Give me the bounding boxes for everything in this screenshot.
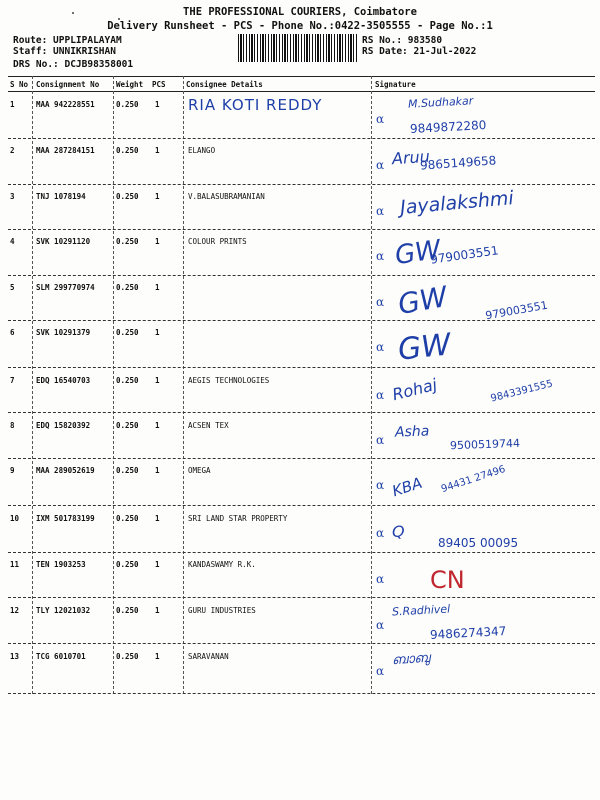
row-separator [8,693,595,694]
row-weight: 0.250 [116,237,139,246]
col-header-consignment: Consignment No [36,80,100,89]
row-consignment-no: MAA 942228551 [36,100,95,109]
column-divider [371,76,372,694]
row-sno: 3 [10,192,15,201]
row-consignment-no: IXM 501783199 [36,514,95,523]
col-header-consignee: Consignee Details [186,80,263,89]
drs-number: DRS No.: DCJB98358001 [13,59,134,70]
row-consignee: COLOUR PRINTS [188,237,247,246]
alpha-mark: α [376,295,385,309]
row-signature: ബാബു [391,650,431,669]
row-pcs: 1 [155,421,160,430]
row-weight: 0.250 [116,283,139,292]
row-sno: 9 [10,466,15,475]
route-label: Route: UPPLIPALAYAM [13,35,122,46]
row-phone: 9500519744 [449,436,521,453]
alpha-mark: α [376,664,385,678]
row-consignment-no: TLY 12021032 [36,606,91,615]
row-pcs: 1 [155,328,160,337]
row-separator [8,367,595,368]
row-separator [8,138,595,139]
column-divider [183,76,184,694]
row-weight: 0.250 [116,328,139,337]
row-consignee: ELANGO [188,146,216,155]
row-phone: 89405 00095 [438,536,519,550]
row-signature: Aruu [391,146,431,169]
col-header-sno: S No [10,80,29,89]
row-signature: GW [395,279,450,322]
row-separator [8,505,595,506]
column-divider [113,76,114,694]
row-consignee: V.BALASUBRAMANIAN [188,192,265,201]
row-pcs: 1 [155,237,160,246]
alpha-mark: α [376,526,385,540]
row-weight: 0.250 [116,560,139,569]
row-signature: CN [430,566,465,594]
row-sno: 8 [10,421,15,430]
row-consignee: ACSEN TEX [188,421,229,430]
staff-label: Staff: UNNIKRISHAN [13,46,116,57]
row-separator [8,597,595,598]
alpha-mark: α [376,158,385,172]
row-consignee: RIA KOTI REDDY [188,96,323,114]
row-phone: 9843391555 [489,378,555,405]
row-weight: 0.250 [116,146,139,155]
row-sno: 12 [10,606,20,615]
alpha-mark: α [376,478,385,492]
row-consignment-no: MAA 289052619 [36,466,95,475]
row-pcs: 1 [155,192,160,201]
row-signature: S.Radhivel [391,602,451,619]
scan-speck [118,18,120,20]
company-title: THE PROFESSIONAL COURIERS, Coimbatore [183,6,417,18]
row-pcs: 1 [155,466,160,475]
row-sno: 2 [10,146,15,155]
scan-speck [72,12,74,14]
row-consignment-no: MAA 287284151 [36,146,95,155]
row-pcs: 1 [155,514,160,523]
row-pcs: 1 [155,283,160,292]
row-sno: 7 [10,376,15,385]
col-header-pcs: PCS [152,80,166,89]
alpha-mark: α [376,204,385,218]
row-pcs: 1 [155,100,160,109]
row-pcs: 1 [155,606,160,615]
row-pcs: 1 [155,146,160,155]
table-header-rule [8,91,595,92]
col-header-weight: Weight [116,80,144,89]
row-consignee: KANDASWAMY R.K. [188,560,256,569]
row-consignment-no: TNJ 1078194 [36,192,86,201]
row-separator [8,458,595,459]
alpha-mark: α [376,572,385,586]
row-consignment-no: EDQ 16540703 [36,376,91,385]
rs-number: RS No.: 983580 [362,35,443,46]
row-pcs: 1 [155,376,160,385]
row-consignment-no: TCG 6010701 [36,652,86,661]
row-phone: 979003551 [484,298,549,323]
alpha-mark: α [376,388,385,402]
alpha-mark: α [376,433,385,447]
row-consignment-no: TEN 1903253 [36,560,86,569]
table-top-rule [8,76,595,77]
row-consignee: SRI LAND STAR PROPERTY [188,514,288,523]
row-signature: Jayalakshmi [399,187,515,219]
row-separator [8,320,595,321]
row-separator [8,184,595,185]
row-sno: 5 [10,283,15,292]
row-phone: 9849872280 [409,118,487,136]
row-signature: KBA [389,473,425,501]
row-separator [8,412,595,413]
row-consignee: AEGIS TECHNOLOGIES [188,376,270,385]
alpha-mark: α [376,618,385,632]
col-header-signature: Signature [375,80,416,89]
row-weight: 0.250 [116,466,139,475]
row-phone: 979003551 [429,243,500,267]
row-signature: M.Sudhakar [407,94,474,111]
row-sno: 10 [10,514,20,523]
row-consignee: GURU INDUSTRIES [188,606,256,615]
row-consignment-no: EDQ 15820392 [36,421,91,430]
row-weight: 0.250 [116,514,139,523]
row-separator [8,229,595,230]
row-sno: 4 [10,237,15,246]
row-weight: 0.250 [116,100,139,109]
row-signature: GW [393,234,443,272]
rs-date: RS Date: 21-Jul-2022 [362,46,477,57]
row-sno: 1 [10,100,15,109]
row-signature: GW [396,327,453,368]
row-sno: 11 [10,560,20,569]
row-consignee: SARAVANAN [188,652,229,661]
row-sno: 13 [10,652,20,661]
barcode [238,34,358,62]
alpha-mark: α [376,112,385,126]
row-phone: 94431 27496 [439,463,507,496]
row-sno: 6 [10,328,15,337]
row-consignment-no: SVK 10291120 [36,237,91,246]
row-separator [8,552,595,553]
row-pcs: 1 [155,560,160,569]
row-weight: 0.250 [116,376,139,385]
row-weight: 0.250 [116,421,139,430]
row-phone: 9865149658 [419,153,497,173]
row-weight: 0.250 [116,606,139,615]
alpha-mark: α [376,340,385,354]
row-pcs: 1 [155,652,160,661]
row-signature: Q [392,522,405,541]
runsheet-subtitle: Delivery Runsheet - PCS - Phone No.:0422-3505555 - Page No.:1 [107,20,493,32]
row-weight: 0.250 [116,192,139,201]
row-consignment-no: SVK 10291379 [36,328,91,337]
column-divider [32,76,33,694]
row-phone: 9486274347 [429,624,507,642]
row-consignee: OMEGA [188,466,211,475]
row-consignment-no: SLM 299770974 [36,283,95,292]
row-signature: Asha [394,423,430,441]
row-weight: 0.250 [116,652,139,661]
row-signature: Rohaj [390,374,439,405]
row-separator [8,643,595,644]
row-separator [8,275,595,276]
alpha-mark: α [376,249,385,263]
